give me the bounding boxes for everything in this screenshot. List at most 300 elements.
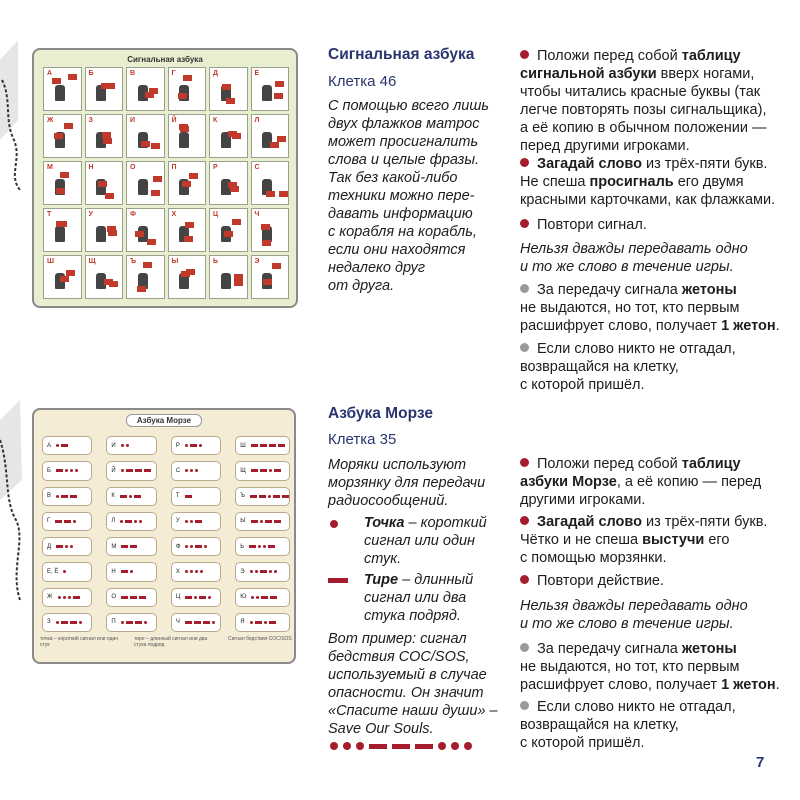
bullet-grey-icon <box>520 343 529 352</box>
morse-dash-icon <box>56 545 63 548</box>
intro-line: с корабля на корабль, <box>328 224 477 240</box>
morse-cell <box>42 487 92 506</box>
semaphore-letter: Х <box>171 211 177 218</box>
morse-dash-icon <box>126 469 133 472</box>
morse-letter: Ъ <box>240 493 245 500</box>
flag-icon <box>135 231 144 237</box>
morse-dash-icon <box>121 596 128 599</box>
flag-icon <box>181 271 190 277</box>
semaphore-cell <box>85 208 124 252</box>
bullet-grey-icon <box>520 284 529 293</box>
morse-dot-icon <box>121 621 124 624</box>
semaphore-letter: Р <box>213 164 218 171</box>
semaphore-letter: Е <box>254 70 260 77</box>
morse-dash-icon <box>139 596 146 599</box>
morse-cell <box>235 461 290 480</box>
s2-step4: За передачу сигнала жетоны не выдаются, но тот, кто первым расшифрует слово, получает 1 жетон. <box>520 641 780 693</box>
morse-letter: Ь <box>240 543 245 550</box>
semaphore-letter: О <box>130 164 136 171</box>
morse-dot-icon <box>251 596 254 599</box>
morse-dot-icon <box>264 621 267 624</box>
page-number: 7 <box>756 754 765 771</box>
morse-dash-icon <box>269 444 276 447</box>
morse-dot-icon <box>120 520 123 523</box>
intro-line: С помощью всего лишь <box>328 98 489 114</box>
morse-dash-icon <box>251 469 258 472</box>
morse-dash-icon <box>261 596 268 599</box>
morse-dot-icon <box>185 469 188 472</box>
morse-dash-icon <box>270 596 277 599</box>
section2-cell: Клетка 35 <box>328 431 397 448</box>
flag-icon <box>179 124 188 130</box>
flag-icon <box>106 83 115 89</box>
bullet-grey-icon <box>520 643 529 652</box>
morse-dash-icon <box>130 596 137 599</box>
morse-dash-icon <box>185 621 192 624</box>
flag-icon <box>189 173 198 179</box>
morse-dash-icon <box>55 520 62 523</box>
semaphore-letter: С <box>254 164 260 171</box>
flag-icon <box>64 123 73 129</box>
morse-letter: О <box>111 594 117 601</box>
section1-intro <box>328 97 489 295</box>
flag-icon <box>151 190 160 196</box>
semaphore-cell <box>251 208 290 252</box>
morse-dot-icon <box>185 570 188 573</box>
s2-step2: Загадай слово из трёх-пяти букв. Чётко и не спеша выстучи его с помощью морзянки. <box>520 514 768 566</box>
semaphore-letter: Ч <box>254 211 260 218</box>
flag-icon <box>185 222 194 228</box>
section2-intro <box>328 456 485 510</box>
flag-icon <box>261 224 270 230</box>
morse-dash-icon <box>125 520 132 523</box>
morse-letter: Э <box>240 568 245 575</box>
s2-note: Нельзя дважды передавать одно и то же слово в течение игры. <box>520 598 748 632</box>
morse-dash-icon <box>268 545 275 548</box>
semaphore-cell <box>251 161 290 205</box>
morse-dash-icon <box>61 444 68 447</box>
morse-cell <box>171 562 221 581</box>
flag-icon <box>52 78 61 84</box>
morse-cell <box>171 512 221 531</box>
signaller-figure-icon <box>138 179 148 195</box>
morse-letter: Т <box>175 493 180 500</box>
semaphore-cell <box>43 114 82 158</box>
morse-dot-icon <box>130 570 133 573</box>
morse-cell <box>235 562 290 581</box>
morse-dash-icon <box>120 495 127 498</box>
semaphore-cell <box>168 208 207 252</box>
morse-cell <box>106 562 156 581</box>
morse-dot-icon <box>56 444 59 447</box>
semaphore-cell <box>126 208 165 252</box>
semaphore-cell <box>126 114 165 158</box>
morse-dot-icon <box>126 444 129 447</box>
semaphore-cell <box>251 255 290 299</box>
morse-dot-icon <box>195 570 198 573</box>
semaphore-letter: Ь <box>213 258 219 265</box>
flag-icon <box>54 133 63 139</box>
flag-icon <box>104 279 113 285</box>
morse-dash-icon <box>135 621 142 624</box>
s1-step2: Загадай слово из трёх-пяти букв. Не спеша просигналь его двумя красными карточками, как флажками. <box>520 156 776 208</box>
intro-line: Так без какой-либо <box>328 170 458 186</box>
flag-icon <box>56 221 65 227</box>
morse-dot-icon <box>185 545 188 548</box>
morse-dot-icon <box>121 469 124 472</box>
morse-cell <box>42 562 92 581</box>
morse-cell <box>106 512 156 531</box>
morse-dot-icon <box>139 520 142 523</box>
morse-dot-icon <box>129 495 132 498</box>
semaphore-letter: Щ <box>88 258 96 265</box>
semaphore-cell <box>126 67 165 111</box>
section1-cell: Клетка 46 <box>328 73 397 90</box>
morse-letter: З <box>47 619 51 626</box>
morse-letter: Г <box>47 518 51 525</box>
intro-line: если они находятся <box>328 242 466 258</box>
flag-icon <box>143 262 152 268</box>
morse-cell <box>106 461 156 480</box>
semaphore-letter: И <box>130 117 136 124</box>
morse-table-title: Азбука Морзе <box>126 414 202 427</box>
bullet-red-icon <box>520 458 529 467</box>
morse-letter: В <box>47 493 52 500</box>
s2-step3: Повтори действие. <box>520 572 664 590</box>
morse-dot-icon <box>200 570 203 573</box>
morse-dot-icon <box>190 469 193 472</box>
flag-icon <box>147 239 156 245</box>
morse-dot-icon <box>185 520 188 523</box>
semaphore-cell <box>209 161 248 205</box>
morse-letter: М <box>111 543 117 550</box>
morse-letter: Ш <box>240 442 246 449</box>
morse-dash-icon <box>144 469 151 472</box>
flag-icon <box>263 279 272 285</box>
semaphore-letter: М <box>47 164 53 171</box>
morse-dash-icon <box>282 495 289 498</box>
morse-dot-icon <box>190 520 193 523</box>
bullet-grey-icon <box>520 701 529 710</box>
flag-icon <box>275 81 284 87</box>
intro-line: от друга. <box>328 278 395 294</box>
section1-title: Сигнальная азбука <box>328 46 475 63</box>
morse-dash-icon <box>56 469 63 472</box>
morse-cell <box>42 537 92 556</box>
semaphore-cell <box>168 114 207 158</box>
morse-cell <box>235 537 290 556</box>
sos-morse-icon <box>330 742 472 750</box>
morse-cell <box>235 588 290 607</box>
semaphore-cell <box>126 255 165 299</box>
semaphore-letter: У <box>88 211 93 218</box>
morse-dash-icon <box>61 495 68 498</box>
morse-dash-icon <box>121 570 128 573</box>
morse-letter: Б <box>47 467 51 474</box>
section2-title: Азбука Морзе <box>328 405 433 422</box>
morse-cell <box>42 436 92 455</box>
morse-letter: Л <box>111 518 116 525</box>
morse-dash-icon <box>130 545 137 548</box>
signaller-figure-icon <box>55 85 65 101</box>
flag-icon <box>224 231 233 237</box>
semaphore-letter: В <box>130 70 136 77</box>
flag-icon <box>60 172 69 178</box>
dash-symbol-icon <box>328 578 348 583</box>
intro-line: недалеко друг <box>328 260 425 276</box>
semaphore-letter: Й <box>171 117 177 124</box>
morse-cell <box>171 487 221 506</box>
semaphore-cell <box>209 208 248 252</box>
morse-cell <box>171 537 221 556</box>
semaphore-letter: Н <box>88 164 94 171</box>
morse-dash-icon <box>185 495 192 498</box>
morse-table-image <box>32 408 296 664</box>
morse-letter: Щ <box>240 467 246 474</box>
semaphore-cell <box>43 161 82 205</box>
morse-dash-icon <box>273 495 280 498</box>
s2-step1: Положи перед собой таблицу азбуки Морзе, а её копию — перед другими игроками. <box>520 456 762 508</box>
semaphore-letter: Ж <box>47 117 54 124</box>
legend-dot: точка – короткий сигнал или один стук <box>40 636 119 648</box>
semaphore-cell <box>43 67 82 111</box>
morse-dot-icon <box>121 444 124 447</box>
flag-icon <box>183 75 192 81</box>
morse-dash-icon <box>185 596 192 599</box>
flag-icon <box>98 181 107 187</box>
morse-dot-icon <box>63 596 66 599</box>
morse-dot-icon <box>56 621 59 624</box>
morse-dash-icon <box>195 545 202 548</box>
example-line: «Спасите наши души» – <box>328 703 498 719</box>
morse-dot-icon <box>269 469 272 472</box>
morse-dot-icon <box>144 621 147 624</box>
morse-cell <box>42 613 92 632</box>
intro-line: Моряки используют <box>328 457 467 473</box>
flag-icon <box>226 98 235 104</box>
morse-dash-icon <box>190 444 197 447</box>
flag-icon <box>108 230 117 236</box>
morse-cell <box>171 436 221 455</box>
intro-line: давать информацию <box>328 206 473 222</box>
morse-letter: Я <box>240 619 245 626</box>
morse-dot-icon <box>250 621 253 624</box>
morse-dot-icon <box>263 545 266 548</box>
morse-dot-icon <box>70 469 73 472</box>
signaller-figure-icon <box>221 273 231 289</box>
signaller-figure-icon <box>55 226 65 242</box>
legend-dash: тире – длинный сигнал или два стука подряд <box>134 636 208 648</box>
example-line: опасности. Он значит <box>328 685 484 701</box>
bullet-red-icon <box>520 219 529 228</box>
morse-letter: Й <box>111 467 116 474</box>
morse-letter: Д <box>47 543 52 550</box>
flag-icon <box>228 182 237 188</box>
semaphore-letter: А <box>47 70 53 77</box>
morse-dash-icon <box>259 495 266 498</box>
morse-letter: Ю <box>240 594 247 601</box>
semaphore-cell <box>209 67 248 111</box>
morse-grid <box>42 436 290 632</box>
bullet-red-icon <box>520 516 529 525</box>
flag-icon <box>182 181 191 187</box>
morse-cell <box>235 436 290 455</box>
morse-dot-icon <box>269 570 272 573</box>
morse-dash-icon <box>265 520 272 523</box>
morse-dash-icon <box>260 444 267 447</box>
morse-letter: Ч <box>175 619 180 626</box>
flag-icon <box>274 93 283 99</box>
dot-definition: Точка – короткий сигнал или один стук. <box>364 515 487 567</box>
signaller-figure-icon <box>262 85 272 101</box>
flag-icon <box>103 138 112 144</box>
bullet-red-icon <box>520 50 529 59</box>
flag-icon <box>137 286 146 292</box>
intro-line: может просигналить <box>328 134 479 150</box>
morse-letter: Ф <box>175 543 181 550</box>
morse-letter: А <box>47 442 52 449</box>
semaphore-letter: З <box>88 117 93 124</box>
morse-dash-icon <box>255 621 262 624</box>
morse-letter: И <box>111 442 116 449</box>
morse-cell <box>235 512 290 531</box>
morse-cell <box>42 512 92 531</box>
morse-dot-icon <box>134 520 137 523</box>
s1-step4: За передачу сигнала жетоны не выдаются, но тот, кто первым расшифрует слово, получает 1 жетон. <box>520 282 780 334</box>
flag-icon <box>105 193 114 199</box>
s1-step1: Положи перед собой таблицу сигнальной азбуки вверх ногами, чтобы читались красные буквы (так легче повторять позы сигнальщика), а её копию в обычном положении — перед другими игроками. <box>520 48 767 154</box>
morse-dot-icon <box>195 469 198 472</box>
morse-letter: Ц <box>175 594 181 601</box>
semaphore-letter: Л <box>254 117 260 124</box>
flag-icon <box>279 191 288 197</box>
morse-letter: Ы <box>240 518 246 525</box>
semaphore-letter: Д <box>213 70 218 77</box>
semaphore-table-image <box>32 48 298 308</box>
semaphore-cell <box>168 161 207 205</box>
semaphore-letter: Э <box>254 258 260 265</box>
morse-dot-icon <box>70 545 73 548</box>
semaphore-cell <box>85 67 124 111</box>
morse-dash-icon <box>199 596 206 599</box>
flag-icon <box>272 263 281 269</box>
morse-cell <box>171 588 221 607</box>
morse-dash-icon <box>260 469 267 472</box>
morse-dot-icon <box>68 596 71 599</box>
flag-icon <box>102 132 111 138</box>
intro-line: радиосообщений. <box>328 493 449 509</box>
morse-dot-icon <box>190 545 193 548</box>
dash-definition: Тире – длинный сигнал или два стука подряд. <box>364 572 474 624</box>
morse-legend <box>40 636 292 648</box>
s1-step3: Повтори сигнал. <box>520 216 647 234</box>
morse-dot-icon <box>65 469 68 472</box>
semaphore-letter: Ш <box>47 258 55 265</box>
flag-icon <box>234 280 243 286</box>
signaller-figure-icon <box>179 132 189 148</box>
flag-icon <box>232 133 241 139</box>
example-line: используемый в случае <box>328 667 487 683</box>
morse-dash-icon <box>126 621 133 624</box>
morse-dash-icon <box>135 469 142 472</box>
semaphore-letter: Т <box>47 211 52 218</box>
morse-dot-icon <box>190 570 193 573</box>
morse-cell <box>42 588 92 607</box>
flag-icon <box>68 74 77 80</box>
flag-icon <box>270 142 279 148</box>
semaphore-letter: Г <box>171 70 176 77</box>
morse-dot-icon <box>208 596 211 599</box>
morse-cell <box>106 487 156 506</box>
morse-dash-icon <box>249 545 256 548</box>
signaller-figure-icon <box>96 226 106 242</box>
semaphore-cell <box>85 114 124 158</box>
semaphore-cell <box>251 114 290 158</box>
morse-dash-icon <box>260 570 267 573</box>
flag-icon <box>184 236 193 242</box>
flag-icon <box>66 270 75 276</box>
morse-letter: Ж <box>47 594 53 601</box>
semaphore-cell <box>43 255 82 299</box>
morse-letter: У <box>175 518 180 525</box>
morse-dot-icon <box>258 545 261 548</box>
morse-letter: С <box>175 467 181 474</box>
intro-line: морзянку для передачи <box>328 475 486 491</box>
morse-dash-icon <box>203 621 210 624</box>
flag-icon <box>153 176 162 182</box>
example-line: Save Our Souls. <box>328 721 434 737</box>
morse-dot-icon <box>63 570 66 573</box>
morse-dash-icon <box>251 444 258 447</box>
morse-letter: Х <box>175 568 180 575</box>
morse-dot-icon <box>255 570 258 573</box>
flag-icon <box>262 240 271 246</box>
morse-dash-icon <box>64 520 71 523</box>
morse-dot-icon <box>194 596 197 599</box>
morse-dot-icon <box>79 621 82 624</box>
morse-letter: К <box>111 493 115 500</box>
bullet-red-icon <box>520 158 529 167</box>
flag-icon <box>178 93 187 99</box>
morse-letter: Е, Ё <box>47 568 59 575</box>
morse-dash-icon <box>70 621 77 624</box>
morse-dot-icon <box>204 545 207 548</box>
semaphore-letter: Б <box>88 70 94 77</box>
morse-letter: П <box>111 619 116 626</box>
morse-dot-icon <box>250 570 253 573</box>
s2-step5: Если слово никто не отгадал, возвращайся на клетку, с которой пришёл. <box>520 699 736 751</box>
semaphore-letter: П <box>171 164 177 171</box>
morse-dash-icon <box>250 495 257 498</box>
semaphore-cell <box>85 255 124 299</box>
semaphore-grid <box>43 67 289 299</box>
morse-dash-icon <box>73 596 80 599</box>
morse-dash-icon <box>278 444 285 447</box>
example-line: Вот пример: сигнал <box>328 631 467 647</box>
semaphore-cell <box>168 255 207 299</box>
morse-cell <box>171 613 221 632</box>
morse-dot-icon <box>56 495 59 498</box>
morse-dot-icon <box>185 444 188 447</box>
example-line: бедствия СОС/SOS, <box>328 649 470 665</box>
semaphore-cell <box>209 255 248 299</box>
morse-cell <box>171 461 221 480</box>
morse-dot-icon <box>199 444 202 447</box>
morse-cell <box>235 613 290 632</box>
morse-dot-icon <box>260 520 263 523</box>
morse-cell <box>106 537 156 556</box>
morse-cell <box>106 613 156 632</box>
